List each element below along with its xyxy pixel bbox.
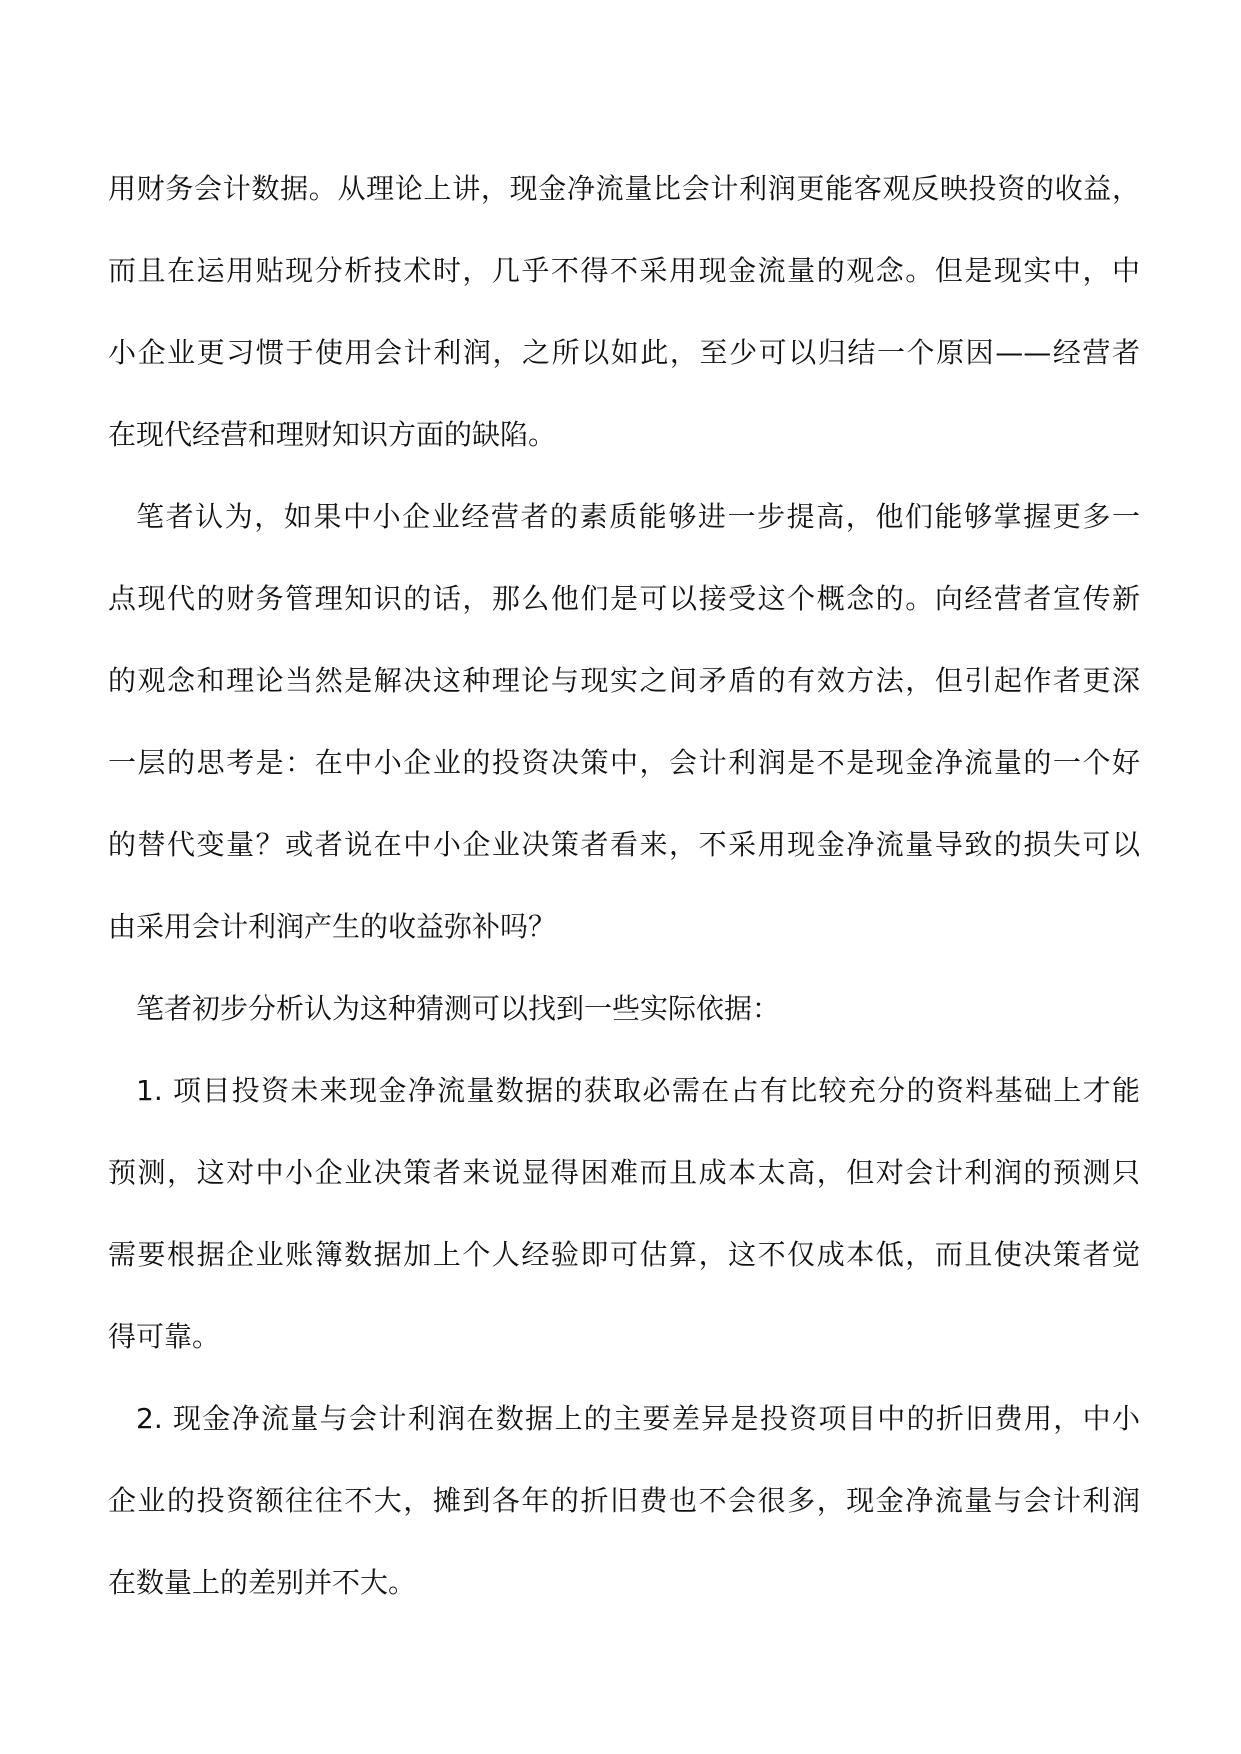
text-line-5: 笔者认为，如果中小企业经营者的素质能够进一步提高，他们能够掌握更多一 — [136, 500, 1140, 533]
text-line-14: 需要根据企业账簿数据加上个人经验即可估算，这不仅成本低，而且使决策者觉 — [108, 1238, 1140, 1271]
text-line-18: 在数量上的差别并不大。 — [108, 1566, 417, 1599]
document-page — [108, 148, 1140, 1624]
text-line-8: 一层的思考是：在中小企业的投资决策中，会计利润是不是现金净流量的一个好 — [108, 746, 1140, 779]
text-line-17: 企业的投资额往往不大，摊到各年的折旧费也不会很多，现金净流量与会计利润 — [108, 1484, 1140, 1517]
text-line-2: 而且在运用贴现分析技术时，几乎不得不采用现金流量的观念。但是现实中，中 — [108, 254, 1140, 287]
text-line-1: 用财务会计数据。从理论上讲，现金净流量比会计利润更能客观反映投资的收益， — [108, 172, 1140, 205]
text-line-10: 由采用会计利润产生的收益弥补吗？ — [108, 910, 557, 943]
text-line-13: 预测，这对中小企业决策者来说显得困难而且成本太高，但对会计利润的预测只 — [108, 1156, 1140, 1189]
text-line-6: 点现代的财务管理知识的话，那么他们是可以接受这个概念的。向经营者宣传新 — [108, 582, 1140, 615]
text-line-3: 小企业更习惯于使用会计利润，之所以如此，至少可以归结一个原因——经营者 — [108, 336, 1140, 369]
text-line-7: 的观念和理论当然是解决这种理论与现实之间矛盾的有效方法，但引起作者更深 — [108, 664, 1140, 697]
text-line-9: 的替代变量？或者说在中小企业决策者看来，不采用现金净流量导致的损失可以 — [108, 828, 1140, 861]
text-line-4: 在现代经营和理财知识方面的缺陷。 — [108, 418, 557, 451]
text-line-15: 得可靠。 — [108, 1320, 221, 1353]
text-line-16: 2. 现金净流量与会计利润在数据上的主要差异是投资项目中的折旧费用，中小 — [136, 1402, 1140, 1435]
text-line-11: 笔者初步分析认为这种猜测可以找到一些实际依据： — [136, 992, 781, 1025]
text-line-12: 1. 项目投资未来现金净流量数据的获取必需在占有比较充分的资料基础上才能 — [136, 1074, 1140, 1107]
